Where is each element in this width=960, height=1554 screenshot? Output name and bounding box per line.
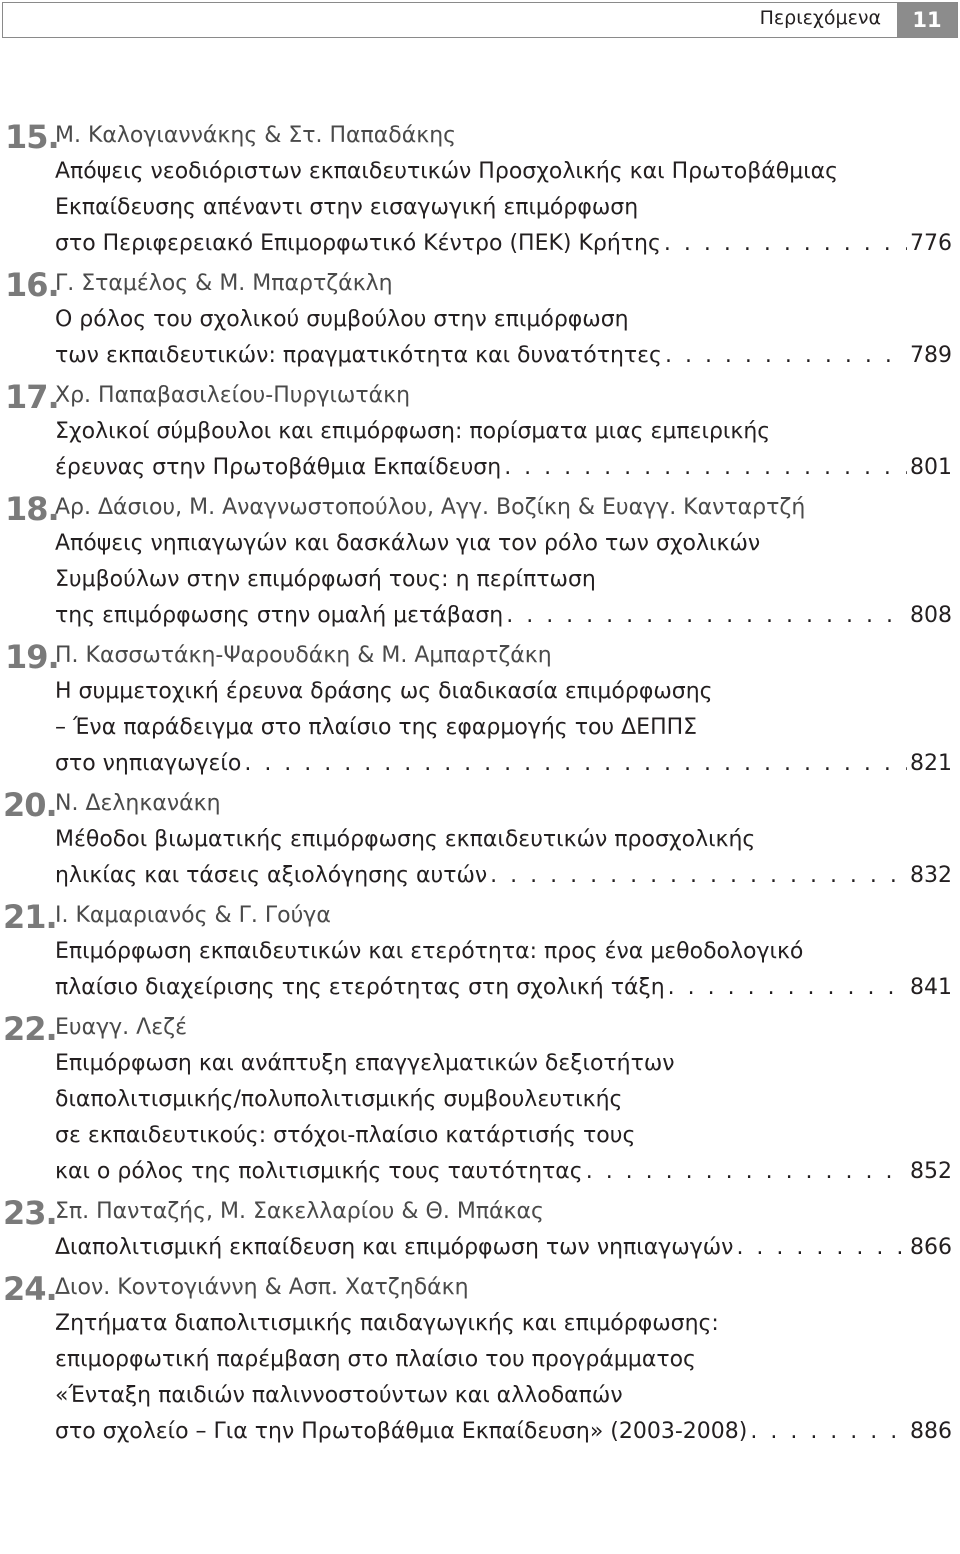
entry-page-number: 789 <box>910 343 952 368</box>
entry-title-line: Σχολικοί σύμβουλοι και επιμόρφωση: πορίσματα μιας εμπειρικής <box>55 419 771 444</box>
entry-title-line: Μέθοδοι βιωματικής επιμόρφωσης εκπαιδευτικών προσχολικής <box>55 827 756 852</box>
entry-title-last-line <box>55 1230 952 1266</box>
entry-authors: Σπ. Πανταζής, Μ. Σακελλαρίου & Θ. Μπάκας <box>55 1199 544 1224</box>
dot-leader <box>665 338 907 374</box>
dot-leader <box>586 1154 907 1190</box>
dot-leader <box>244 746 907 782</box>
entry-title-last-line <box>55 1414 952 1450</box>
entry-page-number: 821 <box>910 751 952 776</box>
dot-leader <box>490 858 907 894</box>
entry-authors: Αρ. Δάσιου, Μ. Αναγνωστοπούλου, Αγγ. Βοζίκη & Ευαγγ. Κανταρτζή <box>55 495 806 520</box>
dot-leader <box>504 450 907 486</box>
toc-entry[interactable] <box>0 1010 960 1190</box>
entry-authors: Γ. Σταμέλος & Μ. Μπαρτζάκλη <box>55 271 393 296</box>
entry-title-line: Επιμόρφωση εκπαιδευτικών και ετερότητα: προς ένα μεθοδολογικό <box>55 939 804 964</box>
entry-number: 21. <box>3 898 57 936</box>
section-title: Περιεχόμενα <box>759 7 881 29</box>
entry-title-last-line <box>55 338 952 374</box>
entry-title-text: πλαίσιο διαχείρισης της ετερότητας στη σχολική τάξη <box>55 975 665 1000</box>
entry-title-line: Απόψεις νεοδιόριστων εκπαιδευτικών Προσχολικής και Πρωτοβάθμιας <box>55 159 839 184</box>
entry-title-line: Συμβούλων στην επιμόρφωσή τους: η περίπτωση <box>55 567 596 592</box>
entry-number: 18. <box>5 490 59 528</box>
entry-title-line: «Ένταξη παιδιών παλιννοστούντων και αλλοδαπών <box>55 1383 623 1408</box>
entry-title-line: διαπολιτισμικής/πολυπολιτισμικής συμβουλευτικής <box>55 1087 623 1112</box>
toc-entry[interactable] <box>0 118 960 262</box>
page-number-badge: 11 <box>897 3 957 37</box>
entry-page-number: 852 <box>910 1159 952 1184</box>
table-of-contents <box>0 118 960 1454</box>
entry-title-text: των εκπαιδευτικών: πραγματικότητα και δυνατότητες <box>55 343 662 368</box>
dot-leader <box>750 1414 907 1450</box>
entry-page-number: 801 <box>910 455 952 480</box>
entry-page-number: 841 <box>910 975 952 1000</box>
entry-number: 16. <box>5 266 59 304</box>
entry-title-last-line <box>55 858 952 894</box>
entry-title-last-line <box>55 598 952 634</box>
toc-entry[interactable] <box>0 490 960 634</box>
toc-entry[interactable] <box>0 378 960 486</box>
entry-authors: Ευαγγ. Λεζέ <box>55 1015 187 1040</box>
entry-title-line: Εκπαίδευσης απέναντι στην εισαγωγική επιμόρφωση <box>55 195 639 220</box>
toc-entry[interactable] <box>0 1270 960 1450</box>
entry-page-number: 832 <box>910 863 952 888</box>
entry-title-last-line <box>55 746 952 782</box>
entry-title-line: Η συμμετοχική έρευνα δράσης ως διαδικασία επιμόρφωσης <box>55 679 713 704</box>
entry-title-text: στο σχολείο – Για την Πρωτοβάθμια Εκπαίδευση» (2003-2008) <box>55 1419 748 1444</box>
toc-entry[interactable] <box>0 786 960 894</box>
entry-authors: Π. Κασσωτάκη-Ψαρουδάκη & Μ. Αμπαρτζάκη <box>55 643 552 668</box>
entry-title-line: σε εκπαιδευτικούς: στόχοι-πλαίσιο κατάρτισής τους <box>55 1123 636 1148</box>
toc-entry[interactable] <box>0 638 960 782</box>
entry-title-last-line <box>55 1154 952 1190</box>
toc-entry[interactable] <box>0 266 960 374</box>
entry-title-text: στο Περιφερειακό Επιμορφωτικό Κέντρο (ΠΕΚ) Κρήτης <box>55 231 661 256</box>
entry-authors: Διον. Κοντογιάννη & Ασπ. Χατζηδάκη <box>55 1275 469 1300</box>
toc-entry[interactable] <box>0 1194 960 1266</box>
entry-page-number: 776 <box>910 231 952 256</box>
entry-number: 20. <box>3 786 57 824</box>
entry-authors: Χρ. Παπαβασιλείου-Πυργιωτάκη <box>55 383 411 408</box>
entry-page-number: 808 <box>910 603 952 628</box>
entry-title-text: στο νηπιαγωγείο <box>55 751 242 776</box>
entry-number: 23. <box>3 1194 57 1232</box>
entry-title-text: έρευνας στην Πρωτοβάθμια Εκπαίδευση <box>55 455 502 480</box>
entry-title-text: και ο ρόλος της πολιτισμικής τους ταυτότητας <box>55 1159 583 1184</box>
toc-entry[interactable] <box>0 898 960 1006</box>
entry-title-line: – Ένα παράδειγμα στο πλαίσιο της εφαρμογής του ΔΕΠΠΣ <box>55 715 698 740</box>
entry-title-last-line <box>55 450 952 486</box>
entry-number: 22. <box>3 1010 57 1048</box>
entry-authors: Ι. Καμαριανός & Γ. Γούγα <box>55 903 331 928</box>
entry-authors: Μ. Καλογιαννάκης & Στ. Παπαδάκης <box>55 123 457 148</box>
dot-leader <box>664 226 907 262</box>
entry-title-line: Απόψεις νηπιαγωγών και δασκάλων για τον ρόλο των σχολικών <box>55 531 761 556</box>
entry-title-line: Ο ρόλος του σχολικού συμβούλου στην επιμόρφωση <box>55 307 629 332</box>
dot-leader <box>506 598 907 634</box>
entry-authors: Ν. Δεληκανάκη <box>55 791 221 816</box>
entry-title-line: επιμορφωτική παρέμβαση στο πλαίσιο του προγράμματος <box>55 1347 696 1372</box>
entry-title-last-line <box>55 226 952 262</box>
entry-number: 15. <box>5 118 59 156</box>
entry-page-number: 886 <box>910 1419 952 1444</box>
entry-title-line: Ζητήματα διαπολιτισμικής παιδαγωγικής και επιμόρφωσης: <box>55 1311 719 1336</box>
entry-number: 17. <box>5 378 59 416</box>
entry-title-text: Διαπολιτισμική εκπαίδευση και επιμόρφωση των νηπιαγωγών <box>55 1235 734 1260</box>
entry-title-text: της επιμόρφωσης στην ομαλή μετάβαση <box>55 603 504 628</box>
entry-title-text: ηλικίας και τάσεις αξιολόγησης αυτών <box>55 863 488 888</box>
entry-number: 19. <box>5 638 59 676</box>
running-header <box>2 2 958 38</box>
entry-number: 24. <box>3 1270 57 1308</box>
dot-leader <box>736 1230 907 1266</box>
entry-page-number: 866 <box>910 1235 952 1260</box>
dot-leader <box>668 970 907 1006</box>
entry-title-line: Επιμόρφωση και ανάπτυξη επαγγελματικών δεξιοτήτων <box>55 1051 675 1076</box>
entry-title-last-line <box>55 970 952 1006</box>
